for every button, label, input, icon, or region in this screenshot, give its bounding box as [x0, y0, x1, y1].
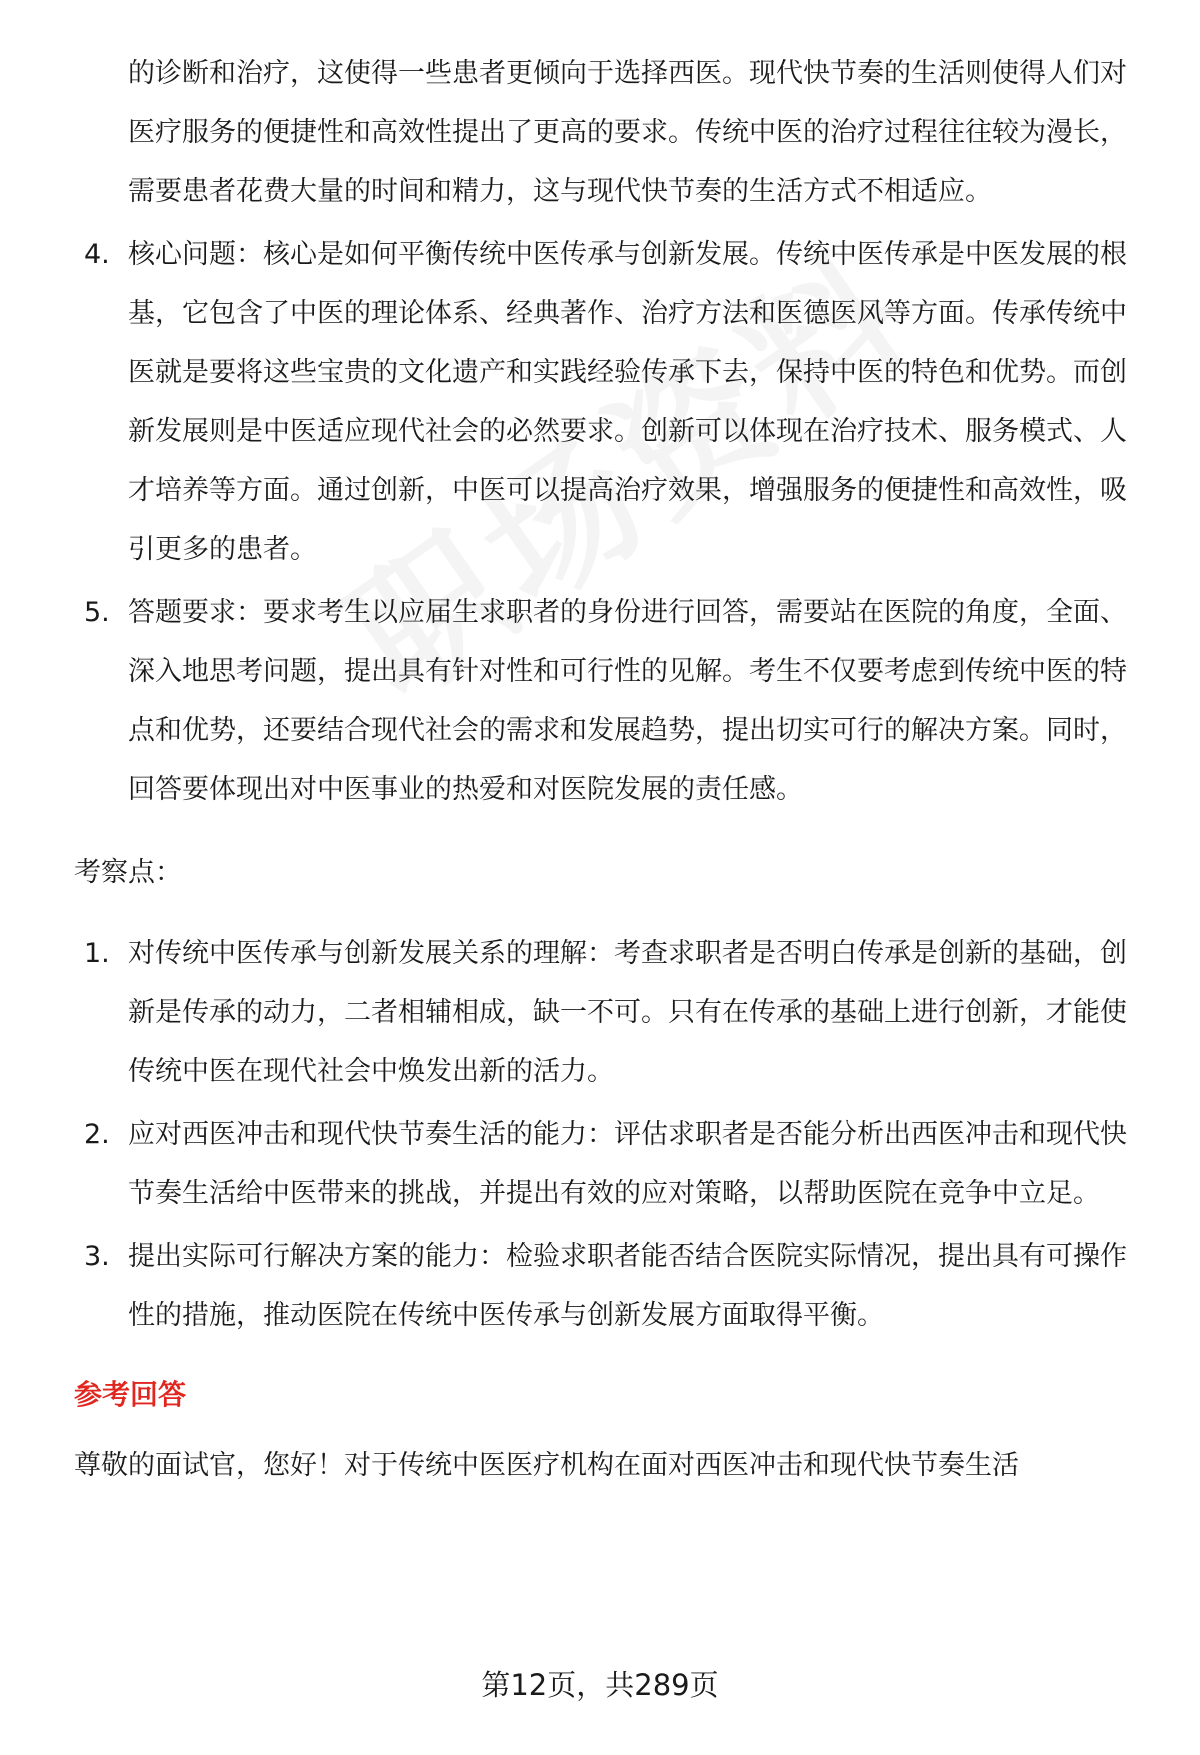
list-item-text: 提出实际可行解决方案的能力：检验求职者能否结合医院实际情况，提出具有可操作性的措施，推动医院在传统中医传承与创新发展方面取得平衡。: [128, 1241, 1127, 1331]
reference-answer-heading: 参考回答: [74, 1378, 187, 1411]
analysis-list: [0, 225, 1200, 819]
list-item-number: 2.: [84, 1119, 110, 1150]
list-item: [0, 924, 1200, 1101]
list-item-text: 应对西医冲击和现代快节奏生活的能力：评估求职者是否能分析出西医冲击和现代快节奏生活给中医带来的挑战，并提出有效的应对策略，以帮助医院在竞争中立足。: [128, 1119, 1127, 1209]
list-item-text: 答题要求：要求考生以应届生求职者的身份进行回答，需要站在医院的角度，全面、深入地思考问题，提出具有针对性和可行性的见解。考生不仅要考虑到传统中医的特点和优势，还要结合现代社会的需求和发展趋势，提出切实可行的解决方案。同时，回答要体现出对中医事业的热爱和对医院发展的责任感。: [128, 597, 1127, 805]
list-item: [0, 225, 1200, 579]
key-points-heading: 考察点：: [74, 857, 182, 888]
reference-answer-text: 尊敬的面试官，您好！对于传统中医医疗机构在面对西医冲击和现代快节奏生活: [74, 1450, 1019, 1481]
key-points-list: [0, 924, 1200, 1345]
page-number: 第12页，共289页: [481, 1668, 719, 1702]
list-item: [0, 1105, 1200, 1223]
list-item-text: 对传统中医传承与创新发展关系的理解：考查求职者是否明白传承是创新的基础，创新是传承的动力，二者相辅相成，缺一不可。只有在传承的基础上进行创新，才能使传统中医在现代社会中焕发出新的活力。: [128, 938, 1127, 1087]
list-item: [0, 583, 1200, 819]
list-item-number: 3.: [84, 1241, 110, 1272]
list-item: [0, 1227, 1200, 1345]
list-item-number: 4.: [84, 239, 110, 270]
list-item-text: 核心问题：核心是如何平衡传统中医传承与创新发展。传统中医传承是中医发展的根基，它包含了中医的理论体系、经典著作、治疗方法和医德医风等方面。传承传统中医就是要将这些宝贵的文化遗产和实践经验传承下去，保持中医的特色和优势。而创新发展则是中医适应现代社会的必然要求。创新可以体现在治疗技术、服务模式、人才培养等方面。通过创新，中医可以提高治疗效果，增强服务的便捷性和高效性，吸引更多的患者。: [128, 239, 1127, 565]
continuation-text: 的诊断和治疗，这使得一些患者更倾向于选择西医。现代快节奏的生活则使得人们对医疗服务的便捷性和高效性提出了更高的要求。传统中医的治疗过程往往较为漫长，需要患者花费大量的时间和精力，这与现代快节奏的生活方式不相适应。: [128, 58, 1127, 207]
list-item-number: 1.: [84, 938, 110, 969]
continuation-paragraph: [0, 44, 1200, 221]
list-item-number: 5.: [84, 597, 110, 628]
